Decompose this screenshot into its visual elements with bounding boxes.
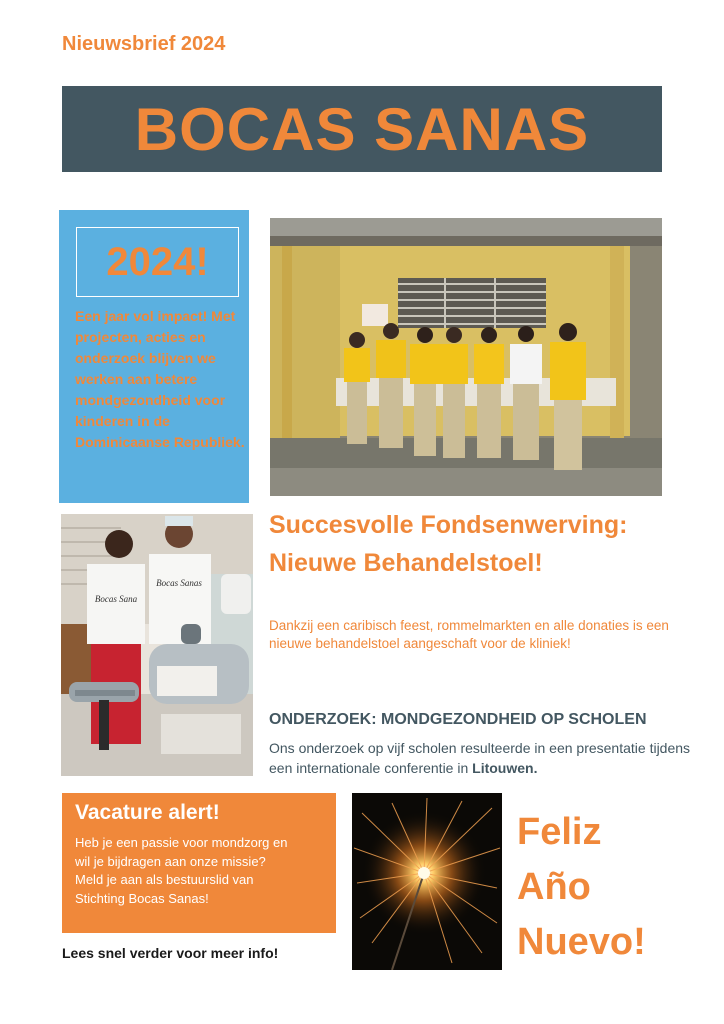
- vacancy-title: Vacature alert!: [75, 801, 220, 824]
- school-children-photo: [270, 218, 662, 496]
- fundraising-headline: Succesvolle Fondsenwerving: Nieuwe Behandelstoel!: [269, 511, 628, 577]
- vacancy-box: [62, 793, 336, 933]
- research-location: Litouwen.: [472, 760, 538, 776]
- research-body-text: Ons onderzoek op vijf scholen resulteerde in een presentatie tijdens een internationale conferentie in: [269, 740, 691, 776]
- greeting-line-1: Feliz: [517, 811, 602, 853]
- sparkler-photo: [352, 793, 502, 970]
- greeting-line-3: Nuevo!: [517, 921, 646, 963]
- greeting-line-2: Año: [517, 866, 591, 908]
- research-body: [269, 738, 709, 778]
- newsletter-kicker: Nieuwsbrief 2024: [62, 33, 226, 55]
- research-title: ONDERZOEK: MONDGEZONDHEID OP SCHOLEN: [269, 711, 647, 728]
- read-more-text: Lees snel verder voor meer info!: [62, 945, 279, 961]
- year-heading: 2024!: [106, 239, 209, 284]
- clinic-chair-photo: [61, 514, 253, 776]
- vacancy-text: Heb je een passie voor mondzorg en wil je bijdragen aan onze missie? Meld je aan als bestuurslid van Stichting Bocas Sanas!: [75, 835, 288, 906]
- intro-text: Een jaar vol impact! Met projecten, acties en onderzoek blijven we werken aan betere mondgezondheid voor kinderen in de Dominicaanse Republiek.: [75, 308, 245, 450]
- new-year-greeting: [517, 805, 697, 970]
- year-frame: [76, 227, 239, 297]
- masthead-title: BOCAS SANAS: [134, 95, 590, 163]
- shirt-logo-right: Bocas Sanas: [156, 578, 202, 588]
- intro-box: [59, 210, 249, 503]
- masthead-banner: [62, 86, 662, 172]
- shirt-logo-left: Bocas Sana: [94, 594, 138, 604]
- fundraising-body: Dankzij een caribisch feest, rommelmarkten en alle donaties is een nieuwe behandelstoel aangeschaft voor de kliniek!: [269, 618, 669, 651]
